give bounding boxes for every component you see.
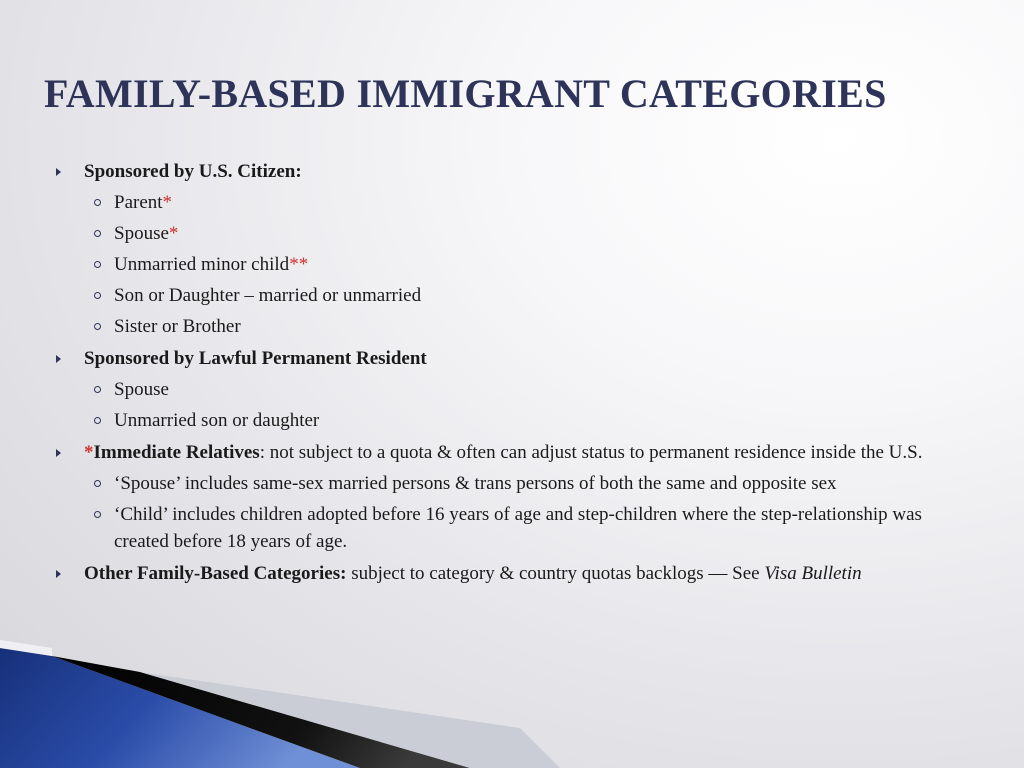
sub-bullet-text: Unmarried minor child [114,254,290,275]
sub-bullet-text: Parent [114,192,163,213]
asterisk-mark: * [84,442,94,463]
slide-title: FAMILY-BASED IMMIGRANT CATEGORIES [44,71,887,116]
bullet-heading: Sponsored by Lawful Permanent Resident [84,348,427,369]
bullet-heading: Other Family-Based Categories: [84,563,347,584]
sub-bullet-text: ‘Child’ includes children adopted before 16 years of age and step-children where the step-relationship was created before 18 years of age. [114,504,922,552]
sub-bullet-text: Sister or Brother [114,316,241,337]
sub-bullet-text: Unmarried son or daughter [114,410,320,431]
bullet-heading: Sponsored by U.S. Citizen: [84,161,302,182]
asterisk-mark: ** [289,254,309,275]
bullet-text: subject to category & country quotas backlogs — See [346,563,765,584]
asterisk-mark: * [168,223,179,244]
bullet-text: : not subject to a quota & often can adjust status to permanent residence inside the U.S. [259,442,923,463]
sub-bullet-text: Son or Daughter – married or unmarried [114,285,422,306]
sub-bullet-text: Spouse [114,223,169,244]
asterisk-mark: * [162,192,173,213]
bullet-heading: Immediate Relatives [93,442,260,463]
sub-bullet-text: Spouse [114,379,169,400]
sub-bullet-text: ‘Spouse’ includes same-sex married persons & trans persons of both the same and opposite sex [114,473,837,494]
visa-bulletin-reference: Visa Bulletin [764,563,862,584]
